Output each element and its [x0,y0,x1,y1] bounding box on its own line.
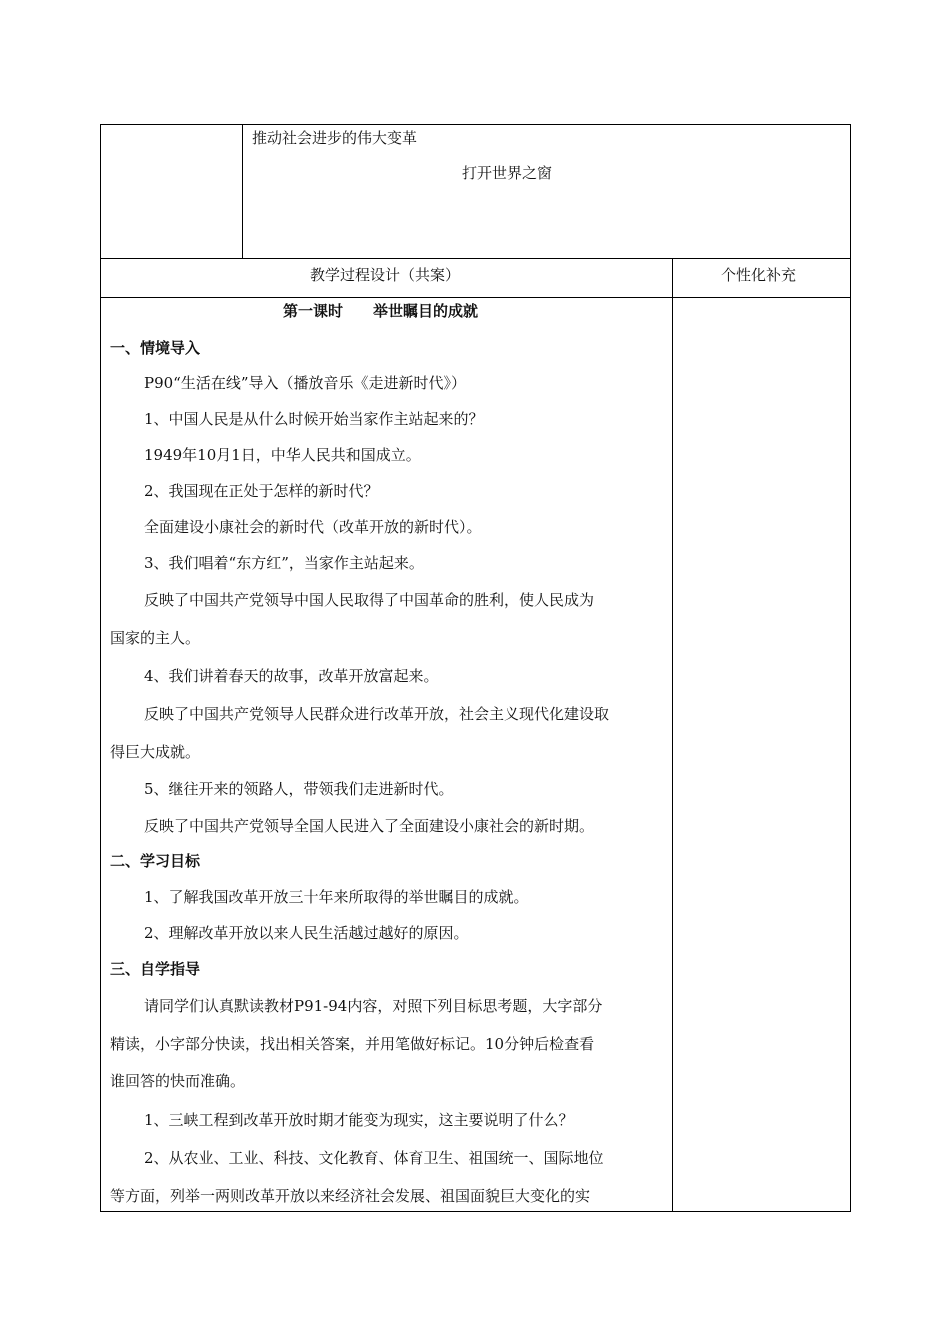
body-line: 2、我国现在正处于怎样的新时代？ [144,482,379,500]
body-line: 请同学们认真默读教材P91-94内容，对照下列目标思考题，大字部分 [144,997,603,1015]
body-line: 1、三峡工程到改革开放时期才能变为现实，这主要说明了什么？ [144,1111,574,1129]
body-line: 3、我们唱着“东方红”，当家作主站起来。 [144,554,424,572]
side-column-divider [672,258,673,1212]
body-line: 4、我们讲着春天的故事，改革开放富起来。 [144,667,439,685]
body-line: 1949年10月1日，中华人民共和国成立。 [144,446,421,464]
section-heading-3: 三、自学指导 [110,960,201,978]
body-line: P90“生活在线”导入（播放音乐《走进新时代》） [144,374,467,392]
top-cell-divider [242,124,243,258]
body-line: 国家的主人。 [110,629,201,647]
header-main-column: 教学过程设计（共案） [310,266,461,284]
section-heading-2: 二、学习目标 [110,852,201,870]
row-divider-2 [100,297,851,298]
body-line: 反映了中国共产党领导人民群众进行改革开放，社会主义现代化建设取 [144,705,610,723]
body-line: 5、继往开来的领路人，带领我们走进新时代。 [144,780,454,798]
section-heading-1: 一、情境导入 [110,339,201,357]
top-cell-line-2: 打开世界之窗 [462,164,553,182]
header-side-column: 个性化补充 [721,266,797,284]
body-line: 等方面，列举一两则改革开放以来经济社会发展、祖国面貌巨大变化的实 [110,1187,591,1205]
body-line: 反映了中国共产党领导全国人民进入了全面建设小康社会的新时期。 [144,817,595,835]
body-line: 得巨大成就。 [110,743,201,761]
lesson-title: 第一课时 举世瞩目的成就 [283,302,479,320]
body-line: 精读，小字部分快读，找出相关答案，并用笔做好标记。10分钟后检查看 [110,1035,595,1053]
body-line: 全面建设小康社会的新时代（改革开放的新时代）。 [144,518,482,536]
row-divider-1 [100,258,851,259]
body-line: 2、从农业、工业、科技、文化教育、体育卫生、祖国统一、国际地位 [144,1149,604,1167]
body-line: 反映了中国共产党领导中国人民取得了中国革命的胜利，使人民成为 [144,591,595,609]
body-line: 谁回答的快而准确。 [110,1072,246,1090]
body-line: 2、理解改革开放以来人民生活越过越好的原因。 [144,924,469,942]
top-cell-line-1: 推动社会进步的伟大变革 [252,129,418,147]
body-line: 1、中国人民是从什么时候开始当家作主站起来的？ [144,410,484,428]
body-line: 1、了解我国改革开放三十年来所取得的举世瞩目的成就。 [144,888,529,906]
